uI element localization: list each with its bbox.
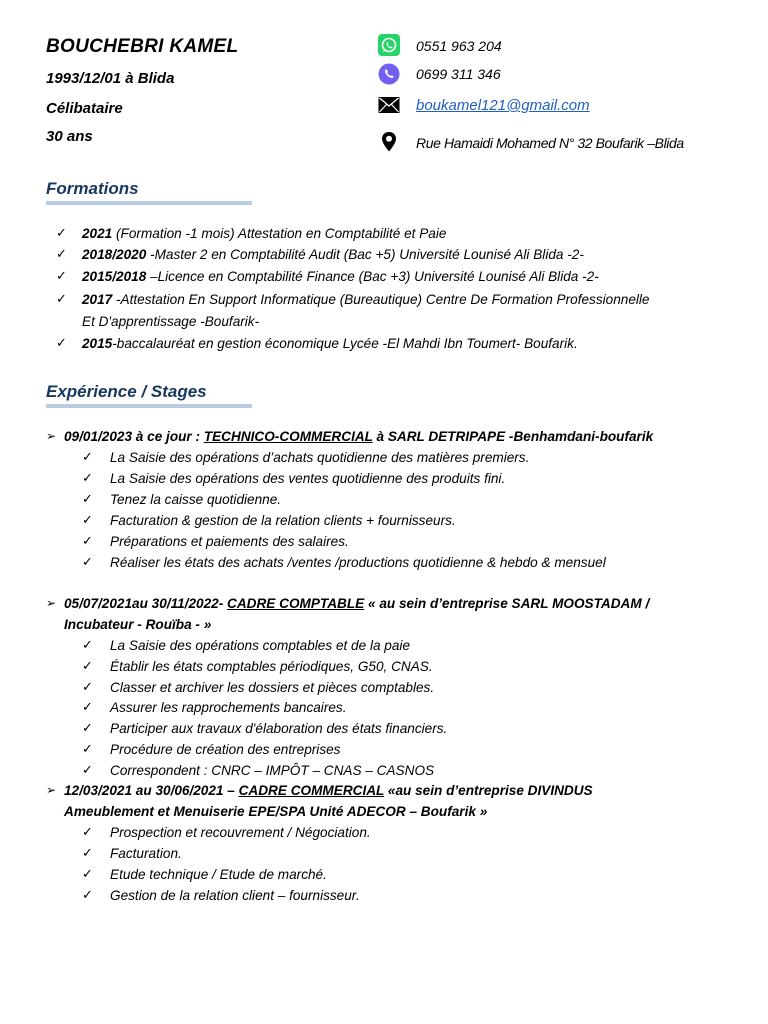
task-item: Procédure de création des entreprises [110,742,341,757]
task-item: Facturation & gestion de la relation clients + fournisseurs. [110,513,456,528]
arrow-bullet-icon: ➢ [46,596,57,610]
marital-status: Célibataire [46,100,123,117]
task-item: Préparations et paiements des salaires. [110,534,349,549]
email-link[interactable] [416,97,590,114]
job-header-continued: Incubateur - Rouïba - » [64,617,212,632]
location-pin-icon [380,131,398,153]
whatsapp-icon [378,34,400,56]
check-icon: ✓ [82,658,93,673]
task-item: Établir les états comptables périodiques, G50, CNAS. [110,659,433,674]
task-item: Facturation. [110,846,182,861]
task-item: La Saisie des opérations comptables et de la paie [110,638,411,653]
task-item: La Saisie des opérations d’achats quotidienne des matières premiers. [110,450,530,465]
check-icon: ✓ [82,762,93,777]
check-icon: ✓ [82,720,93,735]
address: Rue Hamaidi Mohamed N° 32 Boufarik –Blida [416,135,684,151]
envelope-icon [378,96,400,114]
age: 30 ans [46,128,93,145]
formations-title: Formations [46,179,139,198]
job-header: 09/01/2023 à ce jour : TECHNICO-COMMERCIAL à SARL DETRIPAPE -Benhamdani-boufarik [64,429,654,444]
arrow-bullet-icon: ➢ [46,783,57,797]
task-item: Gestion de la relation client – fournisseur. [110,888,360,903]
task-item: Participer aux travaux d'élaboration des états financiers. [110,721,448,736]
viber-icon [378,63,400,85]
check-icon: ✓ [56,335,67,350]
check-icon: ✓ [82,887,93,902]
check-icon: ✓ [82,699,93,714]
check-icon: ✓ [56,291,67,306]
candidate-name: BOUCHEBRI KAMEL [46,36,239,57]
check-icon: ✓ [56,268,67,283]
check-icon: ✓ [82,866,93,881]
job-header: 05/07/2021au 30/11/2022- CADRE COMPTABLE « au sein d’entreprise SARL MOOSTADAM / [64,596,650,611]
task-item: Etude technique / Etude de marché. [110,867,327,882]
arrow-bullet-icon: ➢ [46,429,57,443]
check-icon: ✓ [56,246,67,261]
check-icon: ✓ [82,679,93,694]
check-icon: ✓ [82,512,93,527]
check-icon: ✓ [82,824,93,839]
check-icon: ✓ [82,845,93,860]
job-header: 12/03/2021 au 30/06/2021 – CADRE COMMERCIAL «au sein d’entreprise DIVINDUS [64,783,593,798]
check-icon: ✓ [82,470,93,485]
formation-item: 2015-baccalauréat en gestion économique Lycée -El Mahdi Ibn Toumert- Boufarik. [82,336,578,351]
task-item: Correspondent : CNRC – IMPÔT – CNAS – CASNOS [110,763,435,778]
task-item: Assurer les rapprochements bancaires. [110,700,347,715]
birth-info: 1993/12/01 à Blida [46,70,175,87]
formation-item: 2018/2020 -Master 2 en Comptabilité Audit (Bac +5) Université Lounisé Ali Blida -2- [82,247,584,262]
check-icon: ✓ [56,225,67,240]
formation-item-continued: Et D'apprentissage -Boufarik- [82,314,260,329]
check-icon: ✓ [82,533,93,548]
formation-item: 2021 (Formation -1 mois) Attestation en Comptabilité et Paie [82,226,447,241]
task-item: Tenez la caisse quotidienne. [110,492,282,507]
formations-underline [46,201,252,205]
check-icon: ✓ [82,637,93,652]
experience-title: Expérience / Stages [46,382,207,401]
formation-item: 2015/2018 –Licence en Comptabilité Finance (Bac +3) Université Lounisé Ali Blida -2- [82,269,599,284]
email-text[interactable]: boukamel121@gmail.com [416,97,590,114]
phone-1[interactable]: 0551 963 204 [416,38,502,54]
task-item: Prospection et recouvrement / Négociation. [110,825,371,840]
task-item: Réaliser les états des achats /ventes /productions quotidienne & hebdo & mensuel [110,555,606,570]
check-icon: ✓ [82,741,93,756]
check-icon: ✓ [82,449,93,464]
check-icon: ✓ [82,554,93,569]
formation-item: 2017 -Attestation En Support Informatique (Bureautique) Centre De Formation Professionnelle [82,292,650,307]
check-icon: ✓ [82,491,93,506]
task-item: Classer et archiver les dossiers et pièces comptables. [110,680,435,695]
phone-2[interactable]: 0699 311 346 [416,66,501,82]
job-header-continued: Ameublement et Menuiserie EPE/SPA Unité ADECOR – Boufarik » [64,804,488,819]
experience-underline [46,404,252,408]
task-item: La Saisie des opérations des ventes quotidienne des produits fini. [110,471,506,486]
